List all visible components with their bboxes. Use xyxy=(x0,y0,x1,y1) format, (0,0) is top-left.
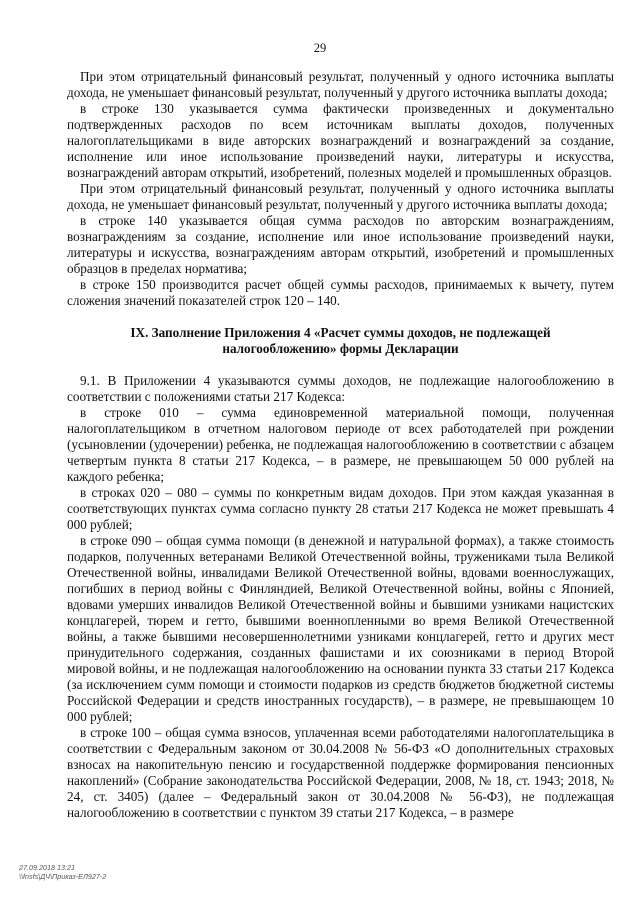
paragraph: При этом отрицательный финансовый результат, полученный у одного источника выплаты дохода, не уменьшает финансовый результат, полученный у другого источника выплаты дохода; xyxy=(67,181,614,212)
file-footer xyxy=(19,863,106,881)
paragraph: в строке 150 производится расчет общей суммы расходов, принимаемых к вычету, путем сложения значений показателей строк 120 – 140. xyxy=(67,277,614,308)
paragraph: При этом отрицательный финансовый результат, полученный у одного источника выплаты дохода, не уменьшает финансовый результат, полученный у другого источника выплаты дохода; xyxy=(67,69,614,100)
paragraph: в строке 140 указывается общая сумма расходов по авторским вознаграждениям, вознаграждениям за создание, исполнение или иное использование произведений науки, литературы и искусства, вознаграждениям авторам открытий, изобретений и промышленных образцов в пределах норматива; xyxy=(67,213,614,276)
spacer xyxy=(67,309,614,325)
paragraph: 9.1. В Приложении 4 указываются суммы доходов, не подлежащие налогообложению в соответствии с положениями статьи 217 Кодекса: xyxy=(67,373,614,404)
paragraph: в строке 130 указывается сумма фактически произведенных и документально подтвержденных расходов по всем источникам выплаты доходов, полученных налогоплательщиками в виде авторских вознаграждений и вознаграждений за создание, исполнение или иное использование произведений науки, литературы и искусства, вознаграждений авторам открытий, изобретений, полезных моделей и промышленных образцов. xyxy=(67,101,614,180)
document-body xyxy=(67,69,614,821)
footer-file-path: \\fnsfs\ДЧ\Приказ-ЕЛ927-2 xyxy=(19,872,107,881)
paragraph: в строке 090 – общая сумма помощи (в денежной и натуральной формах), а также стоимость подарков, полученных ветеранами Великой Отечественной войны, тружениками тыла Великой Отечественной войны, инвалидами Великой Отечественной войны, вдовами военнослужащих, погибших в период войны с Финляндией, Великой Отечественной войны, войны с Японией, вдовами умерших инвалидов Великой Отечественной войны и бывшими узниками нацистских концлагерей, тюрем и гетто, бывшими военнопленными во время Великой Отечественной войны, а также бывшими несовершеннолетними узниками концлагерей, гетто и других мест принудительного содержания, созданных фашистами и их союзниками в период Второй мировой войны, и не подлежащая налогообложению на основании пункта 33 статьи 217 Кодекса (за исключением сумм помощи и стоимости подарков из средств бюджетов бюджетной системы Российской Федерации и средств иностранных государств), – в размере, не превышающем 10 000 рублей; xyxy=(67,533,614,724)
paragraph: в строке 010 – сумма единовременной материальной помощи, полученная налогоплательщиком в отчетном налоговом периоде от всех работодателей при рождении (усыновлении (удочерении) ребенка, не подлежащая налогообложению в соответствии с абзацем четвертым пункта 8 статьи 217 Кодекса, – в размере, не превышающем 50 000 рублей на каждого ребенка; xyxy=(67,405,614,484)
spacer xyxy=(67,357,614,373)
section-heading: IX. Заполнение Приложения 4 «Расчет суммы доходов, не подлежащей налогообложению» формы Декларации xyxy=(130,325,551,356)
page-number: 29 xyxy=(313,41,327,55)
paragraph: в строке 100 – общая сумма взносов, уплаченная всеми работодателями налогоплательщика в соответствии с Федеральным законом от 30.04.2008 № 56-ФЗ «О дополнительных страховых взносах на накопительную пенсию и государственной поддержке формирования пенсионных накоплений» (Собрание законодательства Российской Федерации, 2008, № 18, ст. 1943; 2018, № 24, ст. 3405) (далее – Федеральный закон от 30.04.2008 № 56-ФЗ), не подлежащая налогообложению в соответствии с пунктом 39 статьи 217 Кодекса, – в размере xyxy=(67,725,614,820)
footer-timestamp: 27.09.2018 13:21 xyxy=(19,863,75,872)
paragraph: в строках 020 – 080 – суммы по конкретным видам доходов. При этом каждая указанная в соответствующих пунктах сумма согласно пункту 28 статьи 217 Кодекса не может превышать 4 000 рублей; xyxy=(67,485,614,532)
